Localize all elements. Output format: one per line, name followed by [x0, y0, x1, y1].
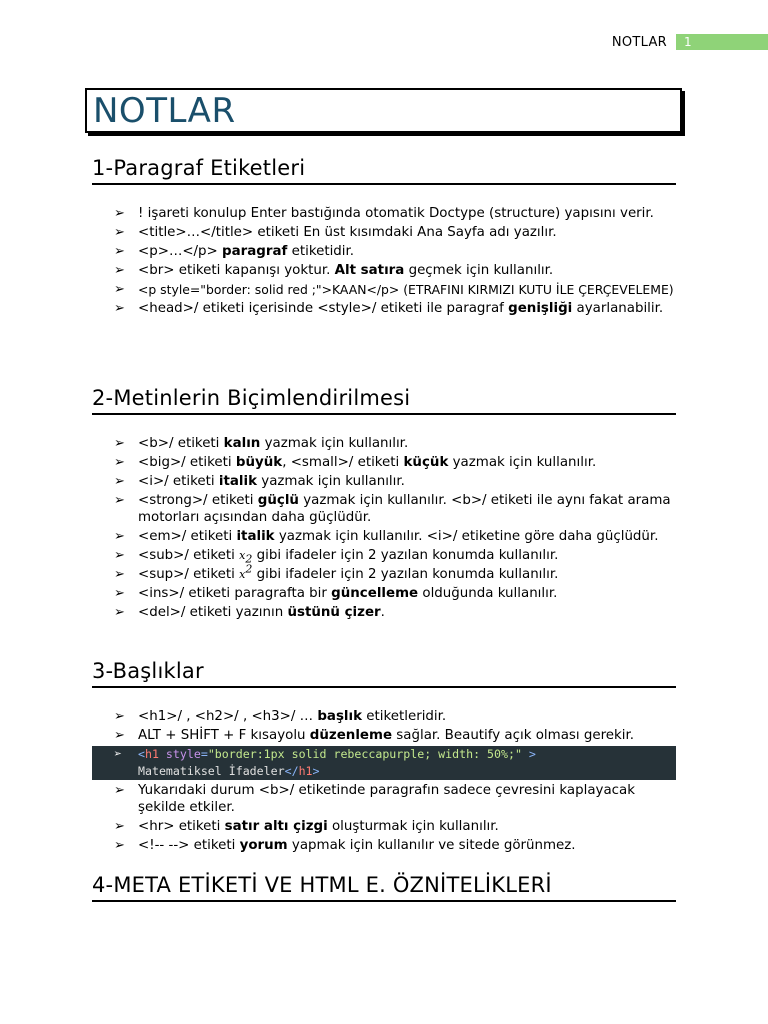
arrow-bullet-icon: ➢	[114, 455, 125, 470]
arrow-bullet-icon: ➢	[114, 493, 125, 508]
list-item: ➢ <big>/ etiketi büyük, <small>/ etiketi küçük yazmak için kullanılır.	[114, 455, 597, 470]
list-item: ➢ <b>/ etiketi kalın yazmak için kullanılır.	[114, 436, 409, 451]
section-heading: 2-Metinlerin Biçimlendirilmesi	[92, 384, 676, 415]
arrow-bullet-icon: ➢	[114, 567, 125, 582]
list-item: ➢ <strong>/ etiketi güçlü yazmak için kullanılır. <b>/ etiketi ile aynı fakat arama motorları açısından daha güçlüdür.	[114, 493, 671, 525]
arrow-bullet-icon: ➢	[114, 301, 125, 316]
page-number: 1	[676, 34, 768, 50]
list-item: ➢ <p style="border: solid red ;">KAAN</p> (ETRAFINI KIRMIZI KUTU İLE ÇERÇEVELEME)	[114, 282, 674, 297]
arrow-bullet-icon: ➢	[114, 282, 125, 297]
list-item: ➢ <br> etiketi kapanışı yoktur. Alt satıra geçmek için kullanılır.	[114, 263, 554, 278]
arrow-bullet-icon: ➢	[114, 206, 125, 221]
arrow-bullet-icon: ➢	[114, 586, 125, 601]
section-meta-tags	[92, 871, 676, 902]
document-title-box	[85, 88, 682, 133]
document-title: NOTLAR	[93, 91, 236, 131]
list-item: ➢ ! işareti konulup Enter bastığında otomatik Doctype (structure) yapısını verir.	[114, 206, 654, 221]
arrow-bullet-icon: ➢	[114, 548, 125, 563]
arrow-bullet-icon: ➢	[114, 244, 125, 259]
arrow-bullet-icon: ➢	[114, 225, 125, 240]
arrow-bullet-icon: ➢	[114, 728, 125, 743]
list-item: ➢ <ins>/ etiketi paragrafta bir güncelleme olduğunda kullanılır.	[114, 586, 558, 601]
list-item: ➢ <h1>/ , <h2>/ , <h3>/ … başlık etiketleridir.	[114, 709, 447, 724]
list-item: ➢ <sup>/ etiketi $x^2$ gibi ifadeler için 2 yazılan konumda kullanılır.	[114, 562, 559, 582]
list-item: ➢ <p>…</p> paragraf etiketidir.	[114, 244, 355, 259]
section-headings	[92, 657, 676, 856]
list-item: ➢ <del>/ etiketi yazının üstünü çizer.	[114, 605, 385, 620]
bullet-list	[92, 435, 676, 621]
list-item: ➢ <sub>/ etiketi $x_2$ gibi ifadeler için 2 yazılan konumda kullanılır.	[114, 548, 559, 566]
list-item: ➢ Yukarıdaki durum <b>/ etiketinde paragrafın sadece çevresini kaplayacak şekilde etkiler.	[114, 783, 636, 815]
arrow-bullet-icon: ➢	[114, 838, 125, 853]
bullet-list	[92, 708, 676, 854]
header-title: NOTLAR	[611, 34, 667, 50]
arrow-bullet-icon: ➢	[114, 747, 122, 762]
list-item: ➢ <title>…</title> etiketi En üst kısımdaki Ana Sayfa adı yazılır.	[114, 225, 557, 240]
list-item: ➢ <em>/ etiketi italik yazmak için kullanılır. <i>/ etiketine göre daha güçlüdür.	[114, 529, 659, 544]
list-item: ➢ <hr> etiketi satır altı çizgi oluşturmak için kullanılır.	[114, 819, 499, 834]
section-text-formatting	[92, 384, 676, 623]
section-heading: 4-META ETİKETİ VE HTML E. ÖZNİTELİKLERİ	[92, 871, 676, 902]
arrow-bullet-icon: ➢	[114, 819, 125, 834]
arrow-bullet-icon: ➢	[114, 529, 125, 544]
bullet-list	[92, 205, 676, 317]
section-paragraph-tags	[92, 154, 676, 319]
code-snippet: ➢ <h1 style="border:1px solid rebeccapurple; width: 50%;" > Matematiksel İfadeler</h1>	[92, 746, 676, 780]
arrow-bullet-icon: ➢	[114, 474, 125, 489]
list-item: ➢ ALT + SHİFT + F kısayolu düzenleme sağlar. Beautify açık olması gerekir.	[114, 728, 635, 743]
arrow-bullet-icon: ➢	[114, 263, 125, 278]
arrow-bullet-icon: ➢	[114, 709, 125, 724]
arrow-bullet-icon: ➢	[114, 605, 125, 620]
arrow-bullet-icon: ➢	[114, 783, 125, 798]
list-item: ➢ <head>/ etiketi içerisinde <style>/ etiketi ile paragraf genişliği ayarlanabilir.	[114, 301, 664, 316]
section-heading: 3-Başlıklar	[92, 657, 676, 688]
list-item: ➢ <i>/ etiketi italik yazmak için kullanılır.	[114, 474, 405, 489]
page-header	[612, 34, 768, 50]
arrow-bullet-icon: ➢	[114, 436, 125, 451]
section-heading: 1-Paragraf Etiketleri	[92, 154, 676, 185]
list-item: ➢ <!-- --> etiketi yorum yapmak için kullanılır ve sitede görünmez.	[114, 838, 576, 853]
